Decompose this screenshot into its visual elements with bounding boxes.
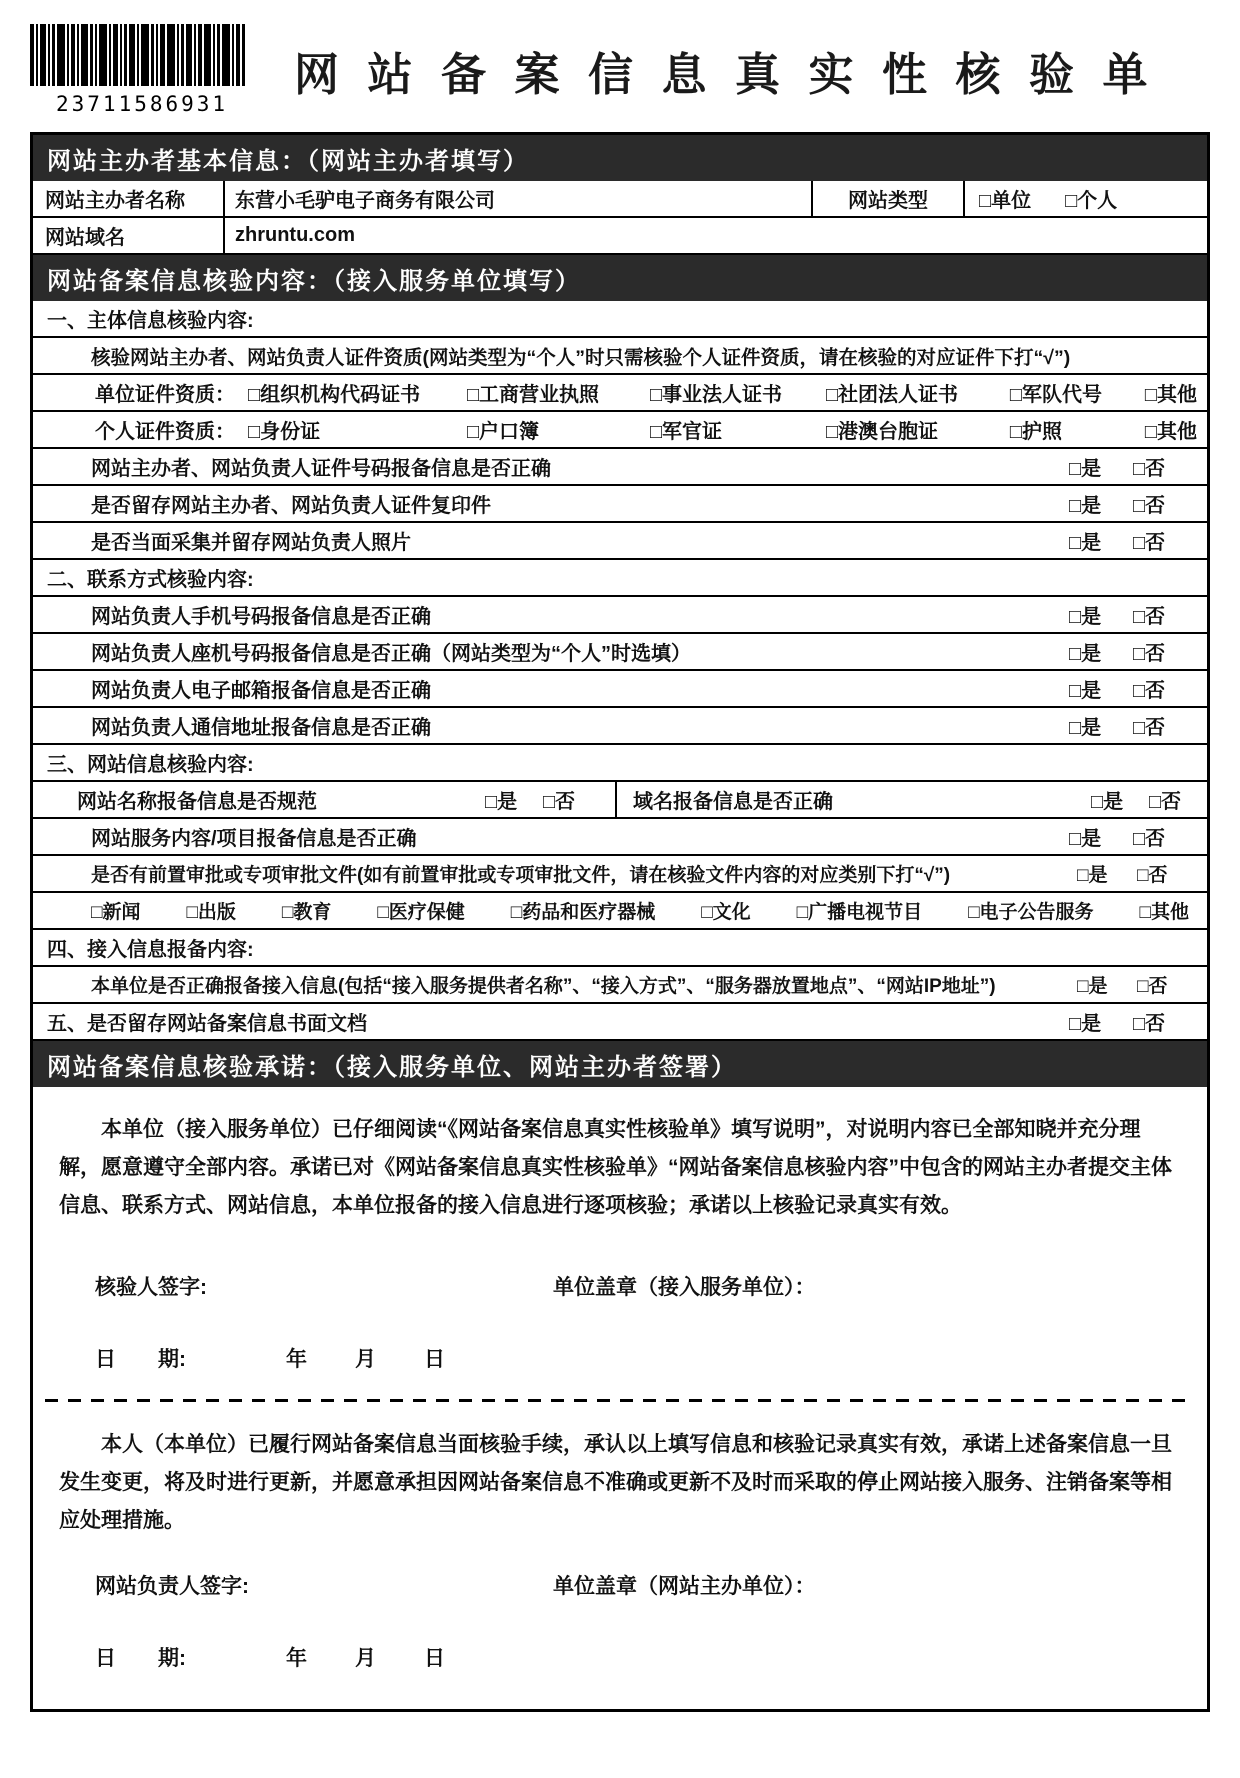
question-paper-archive-row [33, 1004, 1207, 1041]
question-service-row [33, 819, 1207, 856]
checkbox-publishing[interactable]: □出版 [186, 902, 236, 923]
checkbox-no[interactable]: □否 [1133, 680, 1166, 702]
question-service: 网站服务内容/项目报备信息是否正确 [91, 828, 417, 850]
approval-categories-row [33, 893, 1207, 930]
question-photo-row [33, 523, 1207, 560]
checkbox-news[interactable]: □新闻 [91, 902, 141, 923]
checkbox-no[interactable]: □否 [1137, 865, 1168, 886]
site-type-label: 网站类型 [811, 181, 965, 216]
checkbox-site-type-personal[interactable]: □个人 [1065, 190, 1118, 212]
checkbox-yes[interactable]: □是 [1069, 606, 1102, 628]
checkbox-association-cert[interactable]: □社团法人证书 [825, 384, 959, 406]
checkbox-yes[interactable]: □是 [1077, 865, 1108, 886]
checkbox-no[interactable]: □否 [543, 791, 576, 813]
question-paper-archive: 五、是否留存网站备案信息书面文档 [47, 1013, 367, 1035]
manager-sign-row [95, 1570, 1207, 1600]
checkbox-military-code[interactable]: □军队代号 [1009, 384, 1103, 406]
checkbox-institution-cert[interactable]: □事业法人证书 [649, 384, 783, 406]
personal-cert-row [33, 412, 1207, 449]
manager-signature-label: 网站负责人签字: [95, 1575, 249, 1598]
page-header [30, 24, 1210, 124]
checkbox-no[interactable]: □否 [1133, 458, 1166, 480]
isp-pledge-paragraph: 本单位（接入服务单位）已仔细阅读“《网站备案信息真实性核验单》填写说明”，对说明内容已全部知晓并充分理解，愿意遵守全部内容。承诺已对《网站备案信息真实性核验单》“网站备案信息核验内容”中包含的网站主办者提交主体信息、联系方式、网站信息，本单位报备的接入信息进行逐项核验；承诺以上核验记录真实有效。 [59, 1118, 1172, 1217]
checkbox-yes[interactable]: □是 [1069, 717, 1102, 739]
question-landline-row [33, 634, 1207, 671]
question-cert-number-row [33, 449, 1207, 486]
section-bar-pledge: 网站备案信息核验承诺：（接入服务单位、网站主办者签署） [33, 1041, 1207, 1087]
checkbox-yes[interactable]: □是 [1069, 643, 1102, 665]
checkbox-pharma-devices[interactable]: □药品和医疗器械 [510, 902, 656, 923]
checkbox-no[interactable]: □否 [1133, 1013, 1166, 1035]
section-title-website-info: 三、网站信息核验内容: [33, 745, 1207, 782]
section-title-contact-info: 二、联系方式核验内容: [33, 560, 1207, 597]
checkbox-yes[interactable]: □是 [1069, 828, 1102, 850]
question-cert-copy: 是否留存网站主办者、网站负责人证件复印件 [91, 495, 491, 517]
domain-label: 网站域名 [33, 218, 225, 253]
site-type-options [965, 181, 1197, 216]
verifier-sign-row [95, 1271, 1207, 1301]
personal-cert-label: 个人证件资质： [95, 421, 235, 443]
pledge-section [33, 1111, 1207, 1709]
organizer-name-value[interactable]: 东营小毛驴电子商务有限公司 [235, 190, 495, 212]
year-label: 年 [286, 1647, 307, 1670]
unit-cert-row [33, 375, 1207, 412]
month-label: 月 [355, 1348, 376, 1371]
question-cert-copy-row [33, 486, 1207, 523]
question-address: 网站负责人通信地址报备信息是否正确 [91, 717, 431, 739]
date-word: 日 [95, 1647, 116, 1670]
checkbox-no[interactable]: □否 [1133, 717, 1166, 739]
domain-value[interactable]: zhruntu.com [235, 224, 355, 246]
checkbox-yes[interactable]: □是 [1069, 495, 1102, 517]
checkbox-site-type-unit[interactable]: □单位 [979, 190, 1032, 212]
date-word: 日 [95, 1348, 116, 1371]
cert-verify-note: 核验网站主办者、网站负责人证件资质(网站类型为“个人”时只需核验个人证件资质，请在核验的对应证件下打“√”) [33, 338, 1207, 375]
checkbox-yes[interactable]: □是 [1091, 791, 1124, 813]
organizer-pledge-paragraph: 本人（本单位）已履行网站备案信息当面核验手续，承认以上填写信息和核验记录真实有效，承诺上述备案信息一旦发生变更，将及时进行更新，并愿意承担因网站备案信息不准确或更新不及时而采取的停止网站接入服务、注销备案等相应处理措施。 [59, 1433, 1172, 1532]
date-label: 期: [158, 1647, 186, 1670]
checkbox-yes[interactable]: □是 [1069, 532, 1102, 554]
checkbox-yes[interactable]: □是 [1069, 680, 1102, 702]
checkbox-education[interactable]: □教育 [281, 902, 332, 923]
question-mobile: 网站负责人手机号码报备信息是否正确 [91, 606, 431, 628]
isp-seal-label: 单位盖章（接入服务单位）： [553, 1276, 816, 1299]
page-title: 网 站 备 案 信 息 真 实 性 核 验 单 [294, 49, 1156, 100]
unit-cert-label: 单位证件资质： [95, 384, 235, 406]
section-bar-basic-info: 网站主办者基本信息：（网站主办者填写） [33, 135, 1207, 181]
month-label: 月 [355, 1647, 376, 1670]
checkbox-id-card[interactable]: □身份证 [247, 421, 321, 443]
section-title-subject-info: 一、主体信息核验内容: [33, 301, 1207, 338]
organizer-date-row [95, 1642, 1207, 1672]
barcode-block [30, 24, 280, 116]
question-photo: 是否当面采集并留存网站负责人照片 [91, 532, 411, 554]
question-site-name-cell [33, 782, 617, 817]
checkbox-business-license[interactable]: □工商营业执照 [466, 384, 600, 406]
org-seal-label: 单位盖章（网站主办单位）： [553, 1575, 816, 1598]
checkbox-healthcare[interactable]: □医疗保健 [377, 902, 465, 923]
question-domain-info: 域名报备信息是否正确 [633, 791, 833, 813]
checkbox-category-other[interactable]: □其他 [1139, 902, 1189, 923]
site-name-domain-row [33, 782, 1207, 819]
checkbox-org-code-cert[interactable]: □组织机构代码证书 [247, 384, 421, 406]
checkbox-culture[interactable]: □文化 [701, 902, 751, 923]
day-label: 日 [424, 1348, 445, 1371]
question-access-row [33, 967, 1207, 1004]
organizer-row [33, 181, 1207, 218]
date-label: 期: [158, 1348, 186, 1371]
organizer-name-label: 网站主办者名称 [33, 181, 225, 216]
question-preapproval: 是否有前置审批或专项审批文件(如有前置审批或专项审批文件，请在核验文件内容的对应类别下打“√”) [91, 865, 951, 886]
checkbox-military-officer-cert[interactable]: □军官证 [649, 421, 723, 443]
question-mobile-row [33, 597, 1207, 634]
isp-date-row [95, 1343, 1207, 1373]
checkbox-broadcast-tv[interactable]: □广播电视节目 [796, 902, 923, 923]
checkbox-no[interactable]: □否 [1133, 532, 1166, 554]
question-address-row [33, 708, 1207, 745]
verifier-signature-label: 核验人签字: [95, 1276, 207, 1299]
year-label: 年 [286, 1348, 307, 1371]
question-access: 本单位是否正确报备接入信息(包括“接入服务提供者名称”、“接入方式”、“服务器放置地点”、“网站IP地址”) [91, 976, 996, 997]
checkbox-no[interactable]: □否 [1137, 976, 1168, 997]
checkbox-no[interactable]: □否 [1149, 791, 1182, 813]
checkbox-no[interactable]: □否 [1133, 828, 1166, 850]
checkbox-hk-macao-taiwan-cert[interactable]: □港澳台胞证 [825, 421, 939, 443]
checkbox-yes[interactable]: □是 [1069, 458, 1102, 480]
checkbox-no[interactable]: □否 [1133, 495, 1166, 517]
question-site-name: 网站名称报备信息是否规范 [77, 791, 317, 813]
barcode-number: 23711586931 [56, 92, 229, 116]
checkbox-household-register[interactable]: □户口簿 [466, 421, 540, 443]
question-cert-number: 网站主办者、网站负责人证件号码报备信息是否正确 [91, 458, 551, 480]
checkbox-no[interactable]: □否 [1133, 643, 1166, 665]
question-domain-cell [617, 782, 1207, 817]
checkbox-yes[interactable]: □是 [485, 791, 518, 813]
checkbox-bbs-service[interactable]: □电子公告服务 [968, 902, 1094, 923]
barcode-icon [30, 24, 245, 86]
question-email-row [33, 671, 1207, 708]
verification-form [30, 132, 1210, 1712]
checkbox-unit-other[interactable]: □其他 [1144, 384, 1197, 406]
question-preapproval-row [33, 856, 1207, 893]
question-email: 网站负责人电子邮箱报备信息是否正确 [91, 680, 431, 702]
checkbox-yes[interactable]: □是 [1077, 976, 1108, 997]
section-title-access-info: 四、接入信息报备内容: [33, 930, 1207, 967]
checkbox-no[interactable]: □否 [1133, 606, 1166, 628]
domain-row [33, 218, 1207, 255]
day-label: 日 [424, 1647, 445, 1670]
section-bar-verify-content: 网站备案信息核验内容：（接入服务单位填写） [33, 255, 1207, 301]
checkbox-passport[interactable]: □护照 [1009, 421, 1063, 443]
checkbox-yes[interactable]: □是 [1069, 1013, 1102, 1035]
cut-line [45, 1399, 1195, 1402]
checkbox-personal-other[interactable]: □其他 [1144, 421, 1197, 443]
question-landline: 网站负责人座机号码报备信息是否正确（网站类型为“个人”时选填） [91, 643, 691, 665]
